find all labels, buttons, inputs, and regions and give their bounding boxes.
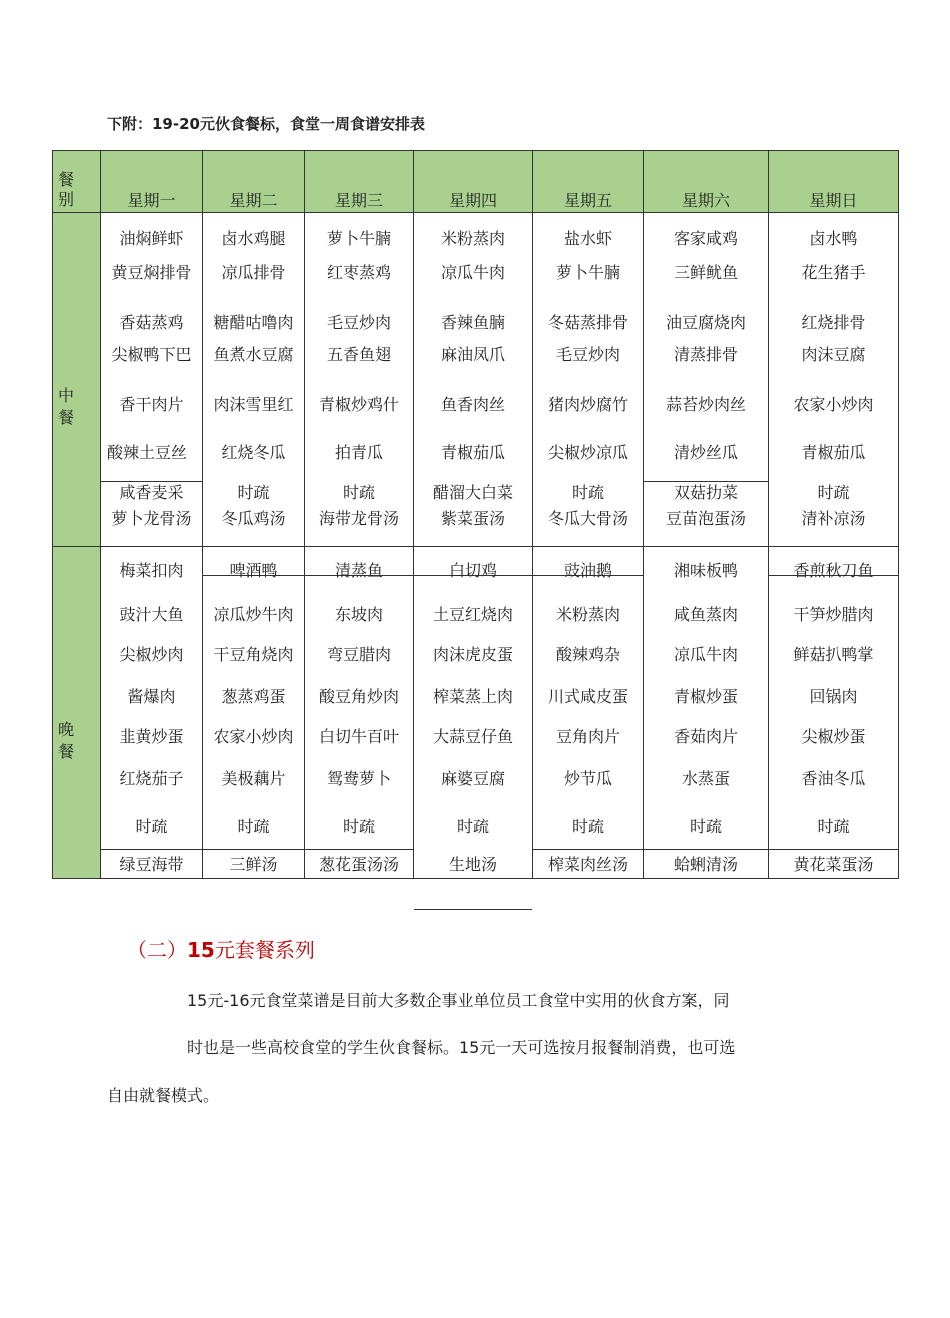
- dish-item: 大蒜豆仔鱼: [432, 727, 513, 746]
- dish-item: 蛤蜊清汤: [673, 855, 738, 874]
- dish-item: 米粉蒸肉: [555, 605, 620, 624]
- soup-divider: [305, 849, 413, 850]
- dish-item: 红枣蒸鸡: [326, 263, 391, 282]
- dish-item: 毛豆炒肉: [555, 345, 620, 364]
- dish-item: 香辣鱼腩: [440, 313, 505, 332]
- dish-item: 肉沫虎皮蛋: [432, 645, 513, 664]
- dish-item: 弯豆腊肉: [326, 645, 391, 664]
- dish-item: 凉瓜炒牛肉: [213, 605, 294, 624]
- dish-item: 酱爆肉: [127, 687, 176, 706]
- dish-item: 土豆红烧肉: [432, 605, 513, 624]
- dish-item: 萝卜龙骨汤: [111, 509, 192, 528]
- dish-item: 东坡肉: [334, 605, 383, 624]
- dish-item: 豉油鹅: [563, 561, 612, 580]
- dish-item: 黄豆焖排骨: [111, 263, 192, 282]
- dish-item: 白切鸡: [448, 561, 497, 580]
- day-cell: [414, 213, 533, 547]
- soup-divider: [644, 849, 768, 850]
- dish-item: 香菇蒸鸡: [119, 313, 184, 332]
- dish-item: 青椒茄瓜: [440, 443, 505, 462]
- soup-divider: [769, 849, 898, 850]
- dish-item: 五香鱼翅: [326, 345, 391, 364]
- day-cell: [203, 547, 305, 879]
- dish-item: 韭黄炒蛋: [119, 727, 184, 746]
- dish-item: 鱼香肉丝: [440, 395, 505, 414]
- dish-item: 干笋炒腊肉: [793, 605, 874, 624]
- dish-item: 猪肉炒腐竹: [547, 395, 628, 414]
- dish-item: 时疏: [456, 817, 489, 836]
- dish-item: 青椒炒蛋: [673, 687, 738, 706]
- dish-item: 湘味板鸭: [673, 561, 738, 580]
- day-header: 星期五: [533, 151, 644, 213]
- day-header: 星期二: [203, 151, 305, 213]
- dish-item: 时疏: [571, 817, 604, 836]
- day-cell: [203, 213, 305, 547]
- dish-item: 冬瓜大骨汤: [547, 509, 628, 528]
- dish-item: 时疏: [342, 483, 375, 502]
- soup-divider: [101, 481, 202, 482]
- dish-item: 尖椒炒凉瓜: [547, 443, 628, 462]
- dish-item: 盐水虾: [563, 229, 612, 248]
- weekly-menu-table: [52, 150, 899, 879]
- dish-item: 时疏: [689, 817, 722, 836]
- day-cell: [533, 213, 644, 547]
- dish-item: 时疏: [571, 483, 604, 502]
- dish-item: 清补凉汤: [801, 509, 866, 528]
- dish-item: 米粉蒸肉: [440, 229, 505, 248]
- dish-item: 红烧排骨: [801, 313, 866, 332]
- day-cell: [644, 213, 769, 547]
- dish-item: 农家小炒肉: [793, 395, 874, 414]
- paragraph-line: 自由就餐模式。: [107, 1086, 220, 1105]
- day-cell: [769, 547, 899, 879]
- day-header: 星期三: [305, 151, 414, 213]
- dish-item: 拍青瓜: [334, 443, 383, 462]
- dish-item: 时疏: [817, 483, 850, 502]
- lunch-row: [53, 213, 899, 547]
- paragraph-line: 15元-16元食堂菜谱是目前大多数企事业单位员工食堂中实用的伙食方案，同: [187, 991, 730, 1010]
- dish-item: 咸鱼蒸肉: [673, 605, 738, 624]
- table-caption: 下附：19-20元伙食餐标，食堂一周食谱安排表: [107, 115, 425, 133]
- dish-item: 麻婆豆腐: [440, 769, 505, 788]
- dish-item: 绿豆海带: [119, 855, 184, 874]
- day-cell: [644, 547, 769, 879]
- dish-item: 萝卜牛腩: [555, 263, 620, 282]
- dish-item: 尖椒炒蛋: [801, 727, 866, 746]
- dish-item: 榨菜肉丝汤: [547, 855, 628, 874]
- dish-item: 啤酒鸭: [229, 561, 278, 580]
- dish-item: 双菇扐菜: [673, 483, 738, 502]
- dish-item: 醋溜大白菜: [432, 483, 513, 502]
- day-header: 星期一: [101, 151, 203, 213]
- dish-item: 白切牛百叶: [318, 727, 399, 746]
- dish-item: 鸳鸯萝卜: [326, 769, 391, 788]
- dish-item: 香干肉片: [119, 395, 184, 414]
- dish-item: 麻油凤爪: [440, 345, 505, 364]
- day-header: 星期日: [769, 151, 899, 213]
- section-title: （二）15元套餐系列: [127, 938, 315, 962]
- dish-item: 咸香麦采: [119, 483, 184, 502]
- dish-item: 时疏: [135, 817, 168, 836]
- dish-item: 葱蒸鸡蛋: [221, 687, 286, 706]
- dish-item: 香油冬瓜: [801, 769, 866, 788]
- dish-item: 时疏: [342, 817, 375, 836]
- header-row: [53, 151, 899, 213]
- soup-divider: [533, 849, 643, 850]
- dish-item: 紫菜蛋汤: [440, 509, 505, 528]
- dish-item: 回锅肉: [809, 687, 858, 706]
- soup-divider: [644, 481, 768, 482]
- day-cell: [414, 547, 533, 879]
- meal-label: 中餐: [58, 386, 75, 427]
- dish-item: 卤水鸭: [809, 229, 858, 248]
- dish-item: 三鲜鱿鱼: [673, 263, 738, 282]
- day-cell: [305, 547, 414, 879]
- dish-item: 干豆角烧肉: [213, 645, 294, 664]
- dish-item: 卤水鸡腿: [221, 229, 286, 248]
- paragraph-line: 时也是一些高校食堂的学生伙食餐标。15元一天可选按月报餐制消费，也可选: [187, 1038, 736, 1057]
- dish-item: 鲜菇扒鸭掌: [793, 645, 874, 664]
- dish-item: 红烧茄子: [119, 769, 184, 788]
- dish-item: 葱花蛋汤汤: [318, 855, 399, 874]
- dish-item: 炒节瓜: [563, 769, 612, 788]
- dish-item: 黄花菜蛋汤: [793, 855, 874, 874]
- day-cell: [101, 547, 203, 879]
- dish-item: 尖椒炒肉: [119, 645, 184, 664]
- dish-item: 冬菇蒸排骨: [547, 313, 628, 332]
- dish-item: 农家小炒肉: [213, 727, 294, 746]
- dish-item: 清蒸排骨: [673, 345, 738, 364]
- dish-item: 酸辣土豆丝: [107, 443, 188, 462]
- dish-item: 水蒸蛋: [681, 769, 730, 788]
- dish-item: 青椒炒鸡什: [318, 395, 399, 414]
- dish-item: 川式咸皮蛋: [547, 687, 628, 706]
- soup-divider: [414, 909, 532, 910]
- meal-label: 晚餐: [58, 720, 75, 761]
- dish-item: 花生猪手: [801, 263, 866, 282]
- dish-item: 清炒丝瓜: [673, 443, 738, 462]
- dish-item: 凉瓜牛肉: [673, 645, 738, 664]
- dish-item: 毛豆炒肉: [326, 313, 391, 332]
- dish-item: 时疏: [817, 817, 850, 836]
- dish-item: 时疏: [237, 483, 270, 502]
- dish-item: 三鲜汤: [229, 855, 278, 874]
- dinner-row: [53, 547, 899, 879]
- dish-item: 清蒸鱼: [334, 561, 383, 580]
- dish-item: 尖椒鸭下巴: [111, 345, 192, 364]
- soup-divider: [101, 849, 202, 850]
- dish-item: 豆苗泡蛋汤: [665, 509, 746, 528]
- dish-item: 红烧冬瓜: [221, 443, 286, 462]
- dish-item: 时疏: [237, 817, 270, 836]
- dish-item: 肉沫豆腐: [801, 345, 866, 364]
- dish-item: 糖醋咕噜肉: [213, 313, 294, 332]
- dish-item: 海带龙骨汤: [318, 509, 399, 528]
- day-header: 星期四: [414, 151, 533, 213]
- day-cell: [533, 547, 644, 879]
- dish-item: 青椒茄瓜: [801, 443, 866, 462]
- dish-item: 酸辣鸡杂: [555, 645, 620, 664]
- lunch-label-cell: [53, 213, 101, 547]
- dinner-label-cell: [53, 547, 101, 879]
- dish-item: 鱼煮水豆腐: [213, 345, 294, 364]
- dish-item: 客家咸鸡: [673, 229, 738, 248]
- dish-item: 酸豆角炒肉: [318, 687, 399, 706]
- day-cell: [305, 213, 414, 547]
- dish-item: 美极藕片: [221, 769, 286, 788]
- soup-divider: [203, 849, 304, 850]
- dish-item: 凉瓜牛肉: [440, 263, 505, 282]
- dish-item: 香煎秋刀鱼: [793, 561, 874, 580]
- dish-item: 香茹肉片: [673, 727, 738, 746]
- day-cell: [101, 213, 203, 547]
- dish-item: 豆角肉片: [555, 727, 620, 746]
- dish-item: 梅菜扣肉: [119, 561, 184, 580]
- dish-item: 肉沫雪里红: [213, 395, 294, 414]
- dish-item: 萝卜牛腩: [326, 229, 391, 248]
- day-header: 星期六: [644, 151, 769, 213]
- dish-item: 榨菜蒸上肉: [432, 687, 513, 706]
- dish-item: 油焖鲜虾: [119, 229, 184, 248]
- day-cell: [769, 213, 899, 547]
- dish-item: 油豆腐烧肉: [665, 313, 746, 332]
- meal-header: 餐别: [53, 151, 101, 213]
- dish-item: 冬瓜鸡汤: [221, 509, 286, 528]
- dish-item: 豉汁大鱼: [119, 605, 184, 624]
- dish-item: 凉瓜排骨: [221, 263, 286, 282]
- dish-item: 蒜苔炒肉丝: [665, 395, 746, 414]
- dish-item: 生地汤: [448, 855, 497, 874]
